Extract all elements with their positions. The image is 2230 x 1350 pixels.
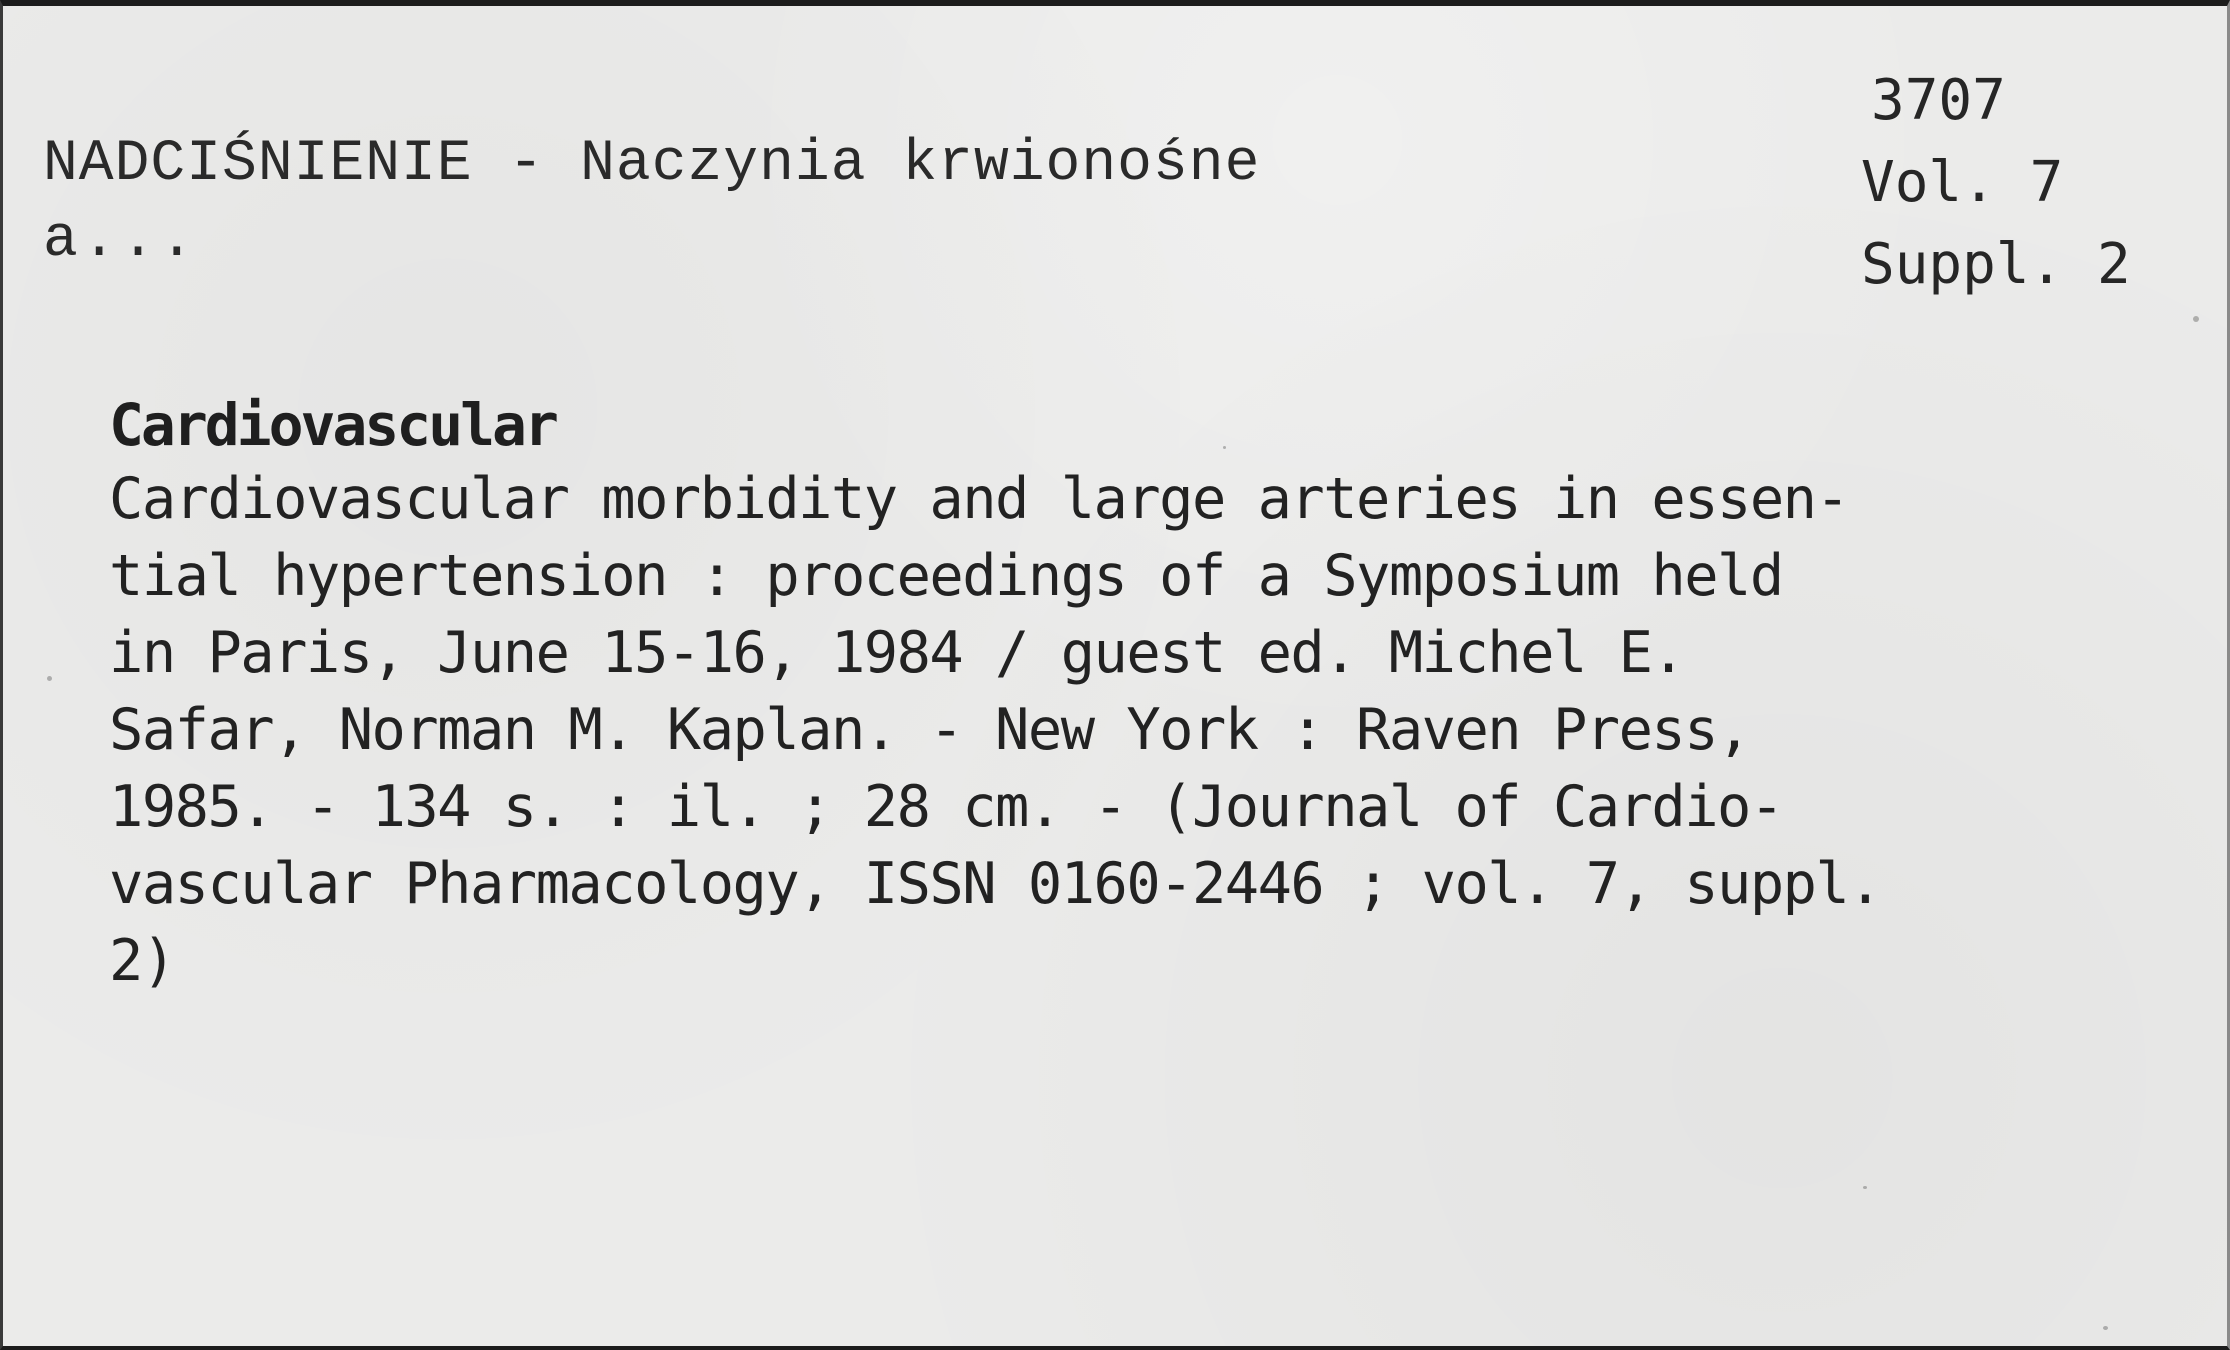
call-number-line: 3707	[1871, 68, 2006, 133]
subject-heading: NADCIŚNIENIE - Naczynia krwionośne	[43, 132, 1261, 197]
description-line: 2)	[109, 928, 175, 994]
call-number-supplement: Suppl. 2	[1861, 232, 2131, 297]
paper-speck	[1223, 446, 1226, 449]
paper-speck	[1863, 1186, 1867, 1189]
call-number-volume: Vol. 7	[1861, 150, 2064, 215]
paper-speck	[47, 676, 52, 681]
description-line: in Paris, June 15-16, 1984 / guest ed. Michel E.	[109, 620, 1685, 686]
description-line: tial hypertension : proceedings of a Symposium held	[109, 543, 1783, 609]
bibliographic-description	[109, 461, 2209, 1000]
paper-speck	[2193, 316, 2199, 322]
main-entry-title: Cardiovascular	[109, 391, 556, 459]
paper-speck	[2103, 1326, 2108, 1330]
description-line: Safar, Norman M. Kaplan. - New York : Raven Press,	[109, 697, 1750, 763]
description-line: 1985. - 134 s. : il. ; 28 cm. - (Journal of Cardio-	[109, 774, 1783, 840]
subject-heading-continuation: a...	[43, 208, 199, 273]
description-line: vascular Pharmacology, ISSN 0160-2446 ; vol. 7, suppl.	[109, 851, 1882, 917]
description-line: Cardiovascular morbidity and large arteries in essen-	[109, 466, 1849, 532]
